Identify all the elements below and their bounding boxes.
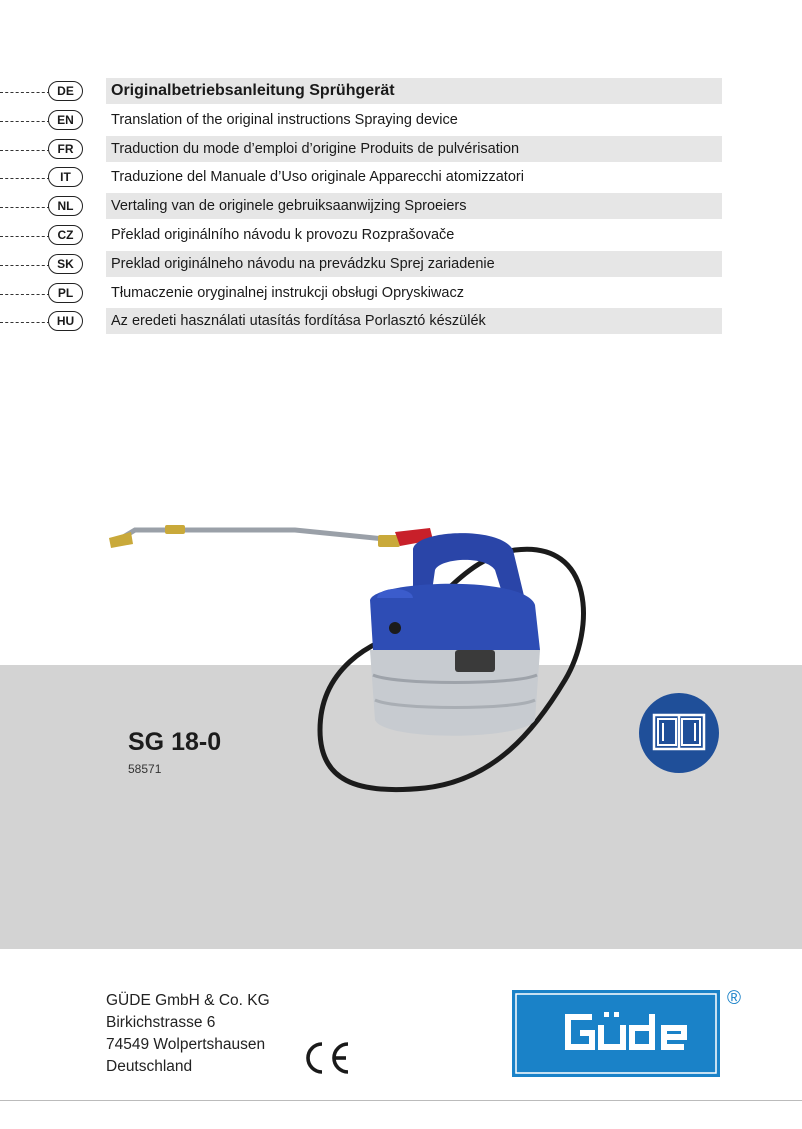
language-row-de [0,78,802,107]
language-title: Az eredeti használati utasítás fordítása Porlasztó készülék [106,308,722,334]
language-row-pl [0,280,802,309]
language-badge: SK [48,254,83,274]
language-list [0,78,802,337]
ce-mark-icon [300,1040,354,1076]
model-number: 58571 [128,762,162,776]
language-title: Translation of the original instructions Spraying device [111,111,458,128]
dashed-leader [0,236,50,237]
model-name: SG 18-0 [128,728,222,756]
language-title: Překlad originálního návodu k provozu Rozprašovače [111,226,455,243]
language-badge: HU [48,311,83,331]
language-row-hu [0,308,802,337]
dashed-leader [0,265,50,266]
language-title: Preklad originálneho návodu na prevádzku Sprej zariadenie [106,251,722,277]
language-badge: FR [48,139,83,159]
company-city: 74549 Wolpertshausen [106,1036,266,1053]
dashed-leader [0,178,50,179]
dashed-leader [0,150,50,151]
language-badge: NL [48,196,83,216]
guede-logo [512,990,720,1077]
language-title: Vertaling van de originele gebruiksaanwijzing Sproeiers [106,193,722,219]
language-row-fr [0,136,802,165]
language-title: Traduction du mode d’emploi d’origine Produits de pulvérisation [106,136,722,162]
dashed-leader [0,294,50,295]
language-row-it [0,164,802,193]
guede-logo-mark [512,990,720,1077]
language-row-en [0,107,802,136]
language-row-nl [0,193,802,222]
bottom-rule [0,1100,802,1101]
language-title: Traduzione del Manuale d’Uso originale Apparecchi atomizzatori [111,169,524,186]
company-country: Deutschland [106,1058,193,1075]
company-name: GÜDE GmbH & Co. KG [106,992,270,1009]
manual-book-icon [639,693,719,773]
dashed-leader [0,322,50,323]
language-row-sk [0,251,802,280]
language-badge: CZ [48,225,83,245]
language-title: Tłumaczenie oryginalnej instrukcji obsługi Opryskiwacz [111,284,464,301]
language-title: Originalbetriebsanleitung Sprühgerät [106,78,722,104]
dashed-leader [0,92,50,93]
registered-mark: ® [727,988,741,1009]
language-badge: PL [48,283,83,303]
language-row-cz [0,222,802,251]
language-badge: IT [48,167,83,187]
language-badge: DE [48,81,83,101]
dashed-leader [0,121,50,122]
language-badge: EN [48,110,83,130]
company-street: Birkichstrasse 6 [106,1014,216,1031]
company-address [106,990,270,1078]
dashed-leader [0,207,50,208]
